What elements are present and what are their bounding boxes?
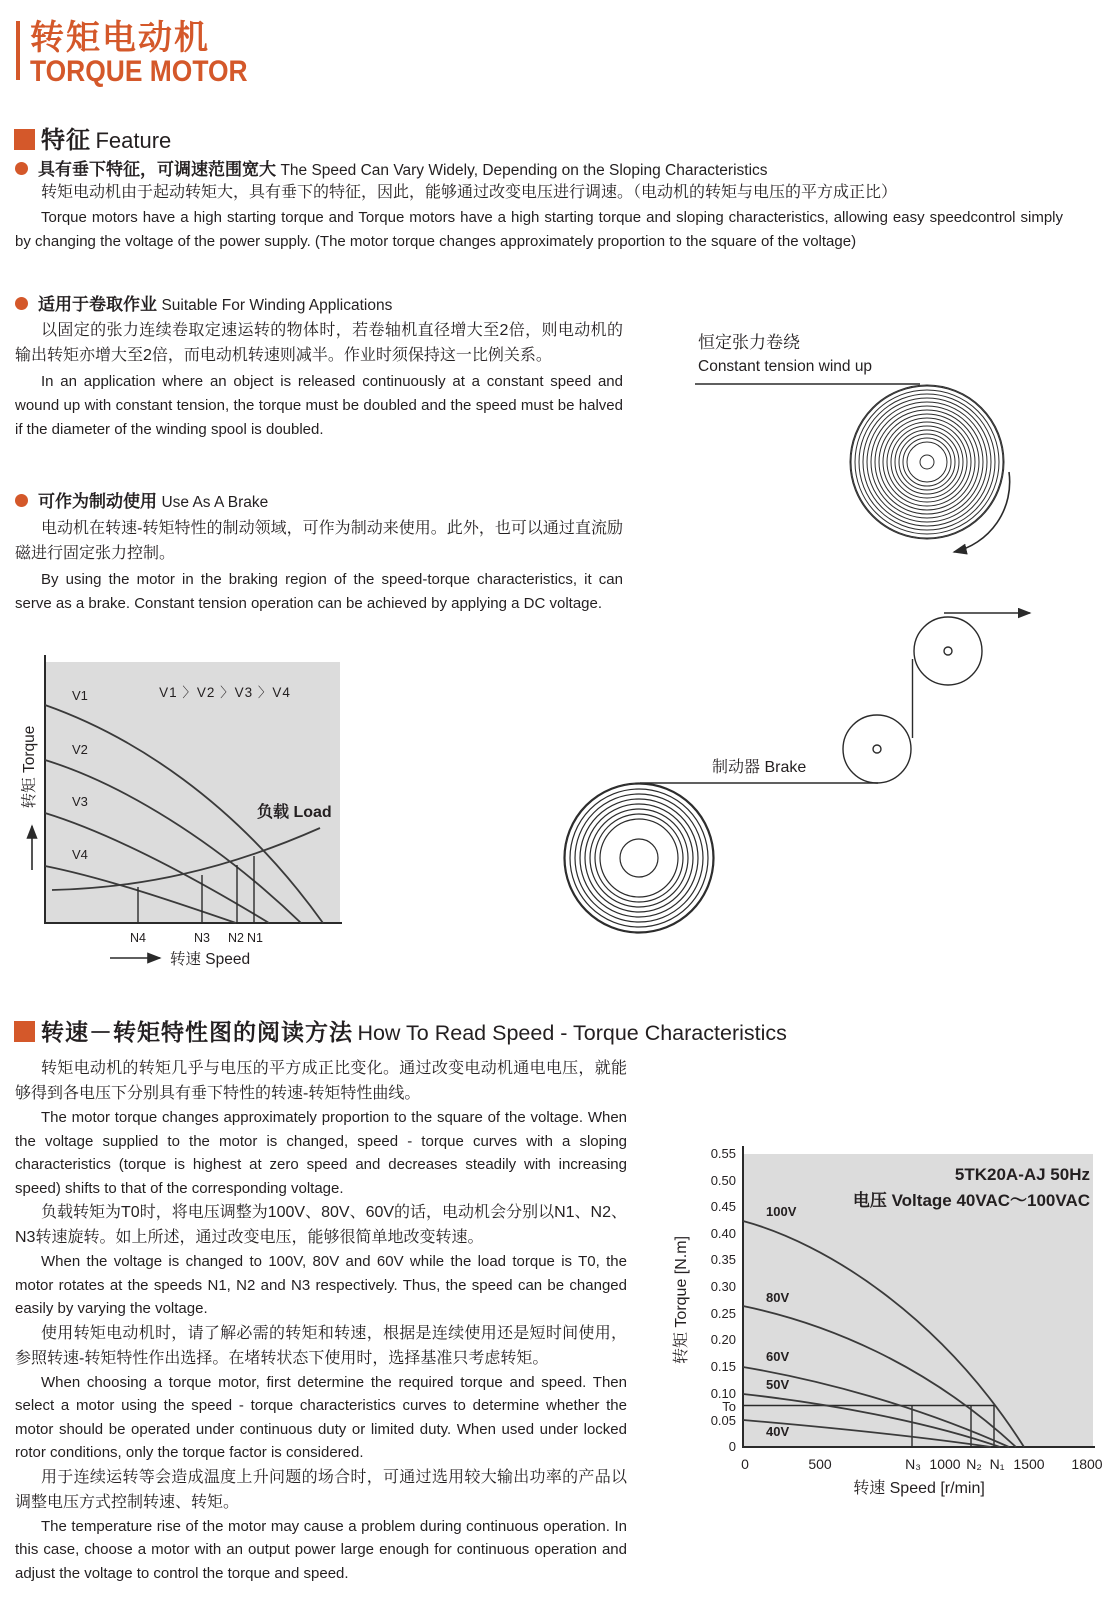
wind-up-label-en: Constant tension wind up [698,358,873,375]
ytick-025: 0.25 [710,1306,736,1321]
howto-paragraph-en-3: When choosing a torque motor, first determine the required torque and speed. Then select a motor using the speed - torque characteristics curves to determine whether the motor should be operated under continuous duty or limited duty. When used under locked rotor conditions, only the torque factor is considered. [15,1373,627,1461]
label-v1: V1 [72,688,88,703]
y-tick-labels [711,1146,736,1454]
bullet-dot-icon [15,494,28,507]
bullet-1-title-cn: 具有垂下特征，可调速范围宽大 [38,160,276,179]
ytick-015: 0.15 [710,1359,736,1374]
ytick-030: 0.30 [710,1279,736,1294]
xtick-n4: N4 [130,931,146,945]
feature-bullet-3 [15,487,268,512]
xtick-n2: N₂ [966,1456,982,1472]
howto-paragraph-cn-4: 用于连续运转等会造成温度上升问题的场合时，可通过选用较大输出功率的产品以调整电压方式控制转速、转矩。 [15,1468,627,1511]
ytick-010: 0.10 [710,1386,736,1401]
chart-subtitle: 电压 Voltage 40VAC～100VAC [852,1191,1090,1210]
feature-heading-cn: 特征 [41,127,91,154]
bullet-2-body-cn: 以固定的张力连续卷取定速运转的物体时，若卷轴机直径增大至2倍，则电动机的输出转矩亦增大至2倍，而电动机转速则减半。作业时须保持这一比例关系。 [15,322,623,364]
label-100v: 100V [766,1204,797,1219]
brake-roll [564,783,714,933]
xtick-1000: 1000 [929,1456,961,1472]
bullet-2-title-cn: 适用于卷取作业 [38,295,157,314]
xtick-n3: N₃ [905,1456,921,1472]
label-v2: V2 [72,742,88,757]
load-label: 负载 Load [257,804,332,821]
ytick-020: 0.20 [710,1332,736,1347]
bullet-2-title-en: Suitable For Winding Applications [161,297,393,314]
feature-section-heading [14,120,171,155]
page-title-cn: 转矩电动机 [30,19,210,57]
x-tick-labels [741,1456,1103,1472]
wind-up-label-cn: 恒定张力卷绕 [698,333,800,352]
header-accent-bar [16,21,20,80]
page-title-en: TORQUE MOTOR [30,55,248,88]
roller-upper-axle [944,647,952,655]
label-40v: 40V [766,1424,790,1439]
xtick-n1: N1 [247,931,263,945]
ytick-045: 0.45 [710,1199,736,1214]
bullet-dot-icon [15,297,28,310]
5tk20a-speed-torque-chart [660,1080,1120,1520]
section-square-icon [14,129,35,150]
bullet-3-body-cn: 电动机在转速-转矩特性的制动领域，可作为制动来使用。此外，也可以通过直流励磁进行固定张力控制。 [15,520,623,562]
ytick-055: 0.55 [710,1146,736,1161]
x-axis-label: 转速 Speed [170,951,251,968]
speed-torque-concept-chart [10,650,350,985]
ytick-0: 0 [728,1439,736,1454]
howto-paragraph-en-2: When the voltage is changed to 100V, 80V and 60V while the load torque is T0, the motor rotates at the speeds N1, N2 and N3 respectively. Thus, the speed can be changed easily by varying the voltage. [15,1253,627,1317]
section-square-icon [14,1021,35,1042]
label-80v: 80V [766,1290,790,1305]
chart-title: V1 〉V2 〉V3 〉V4 [159,685,291,700]
howto-paragraph-en-4: The temperature rise of the motor may cause a problem during continuous operation. In this case, choose a motor with an output power large enough for continuous operation and adjust the voltage to control the torque and speed. [15,1517,627,1582]
ytick-050: 0.50 [710,1173,736,1188]
xtick-1500: 1500 [1013,1456,1045,1472]
xtick-1800: 1800 [1071,1456,1103,1472]
howto-paragraph-en-1: The motor torque changes approximately proportion to the square of the voltage. When the voltage supplied to the motor is changed, speed - torque curves with a sloping characteristics (torque is highest at zero speed and decreases steadily with increasing speed) shifts to that of the corresponding voltage. [15,1109,627,1197]
winding-application-diagram [530,320,1120,935]
label-50v: 50V [766,1377,790,1392]
plot-area [45,662,340,923]
ytick-to: To [722,1399,736,1414]
ytick-040: 0.40 [710,1226,736,1241]
feature-bullet-2 [15,290,392,315]
ytick-005: 0.05 [710,1413,736,1428]
howto-paragraph-cn-3: 使用转矩电动机时，请了解必需的转矩和转速，根据是连续使用还是短时间使用，参照转速-转矩特性作出选择。在堵转状态下使用时，选择基准只考虑转矩。 [15,1324,627,1367]
y-axis-label: 转矩 Torque [N.m] [673,1235,690,1365]
xtick-n1: N₁ [989,1456,1005,1472]
howto-heading-cn: 转速－转矩特性图的阅读方法 [41,1019,353,1045]
bullet-3-title-cn: 可作为制动使用 [38,492,157,511]
bullet-3-body-en: By using the motor in the braking region of the speed-torque characteristics, it can serve as a brake. Constant tension operation can be achieved by applying a DC voltage. [15,571,623,612]
brake-label: 制动器 Brake [712,759,807,776]
bullet-1-body-cn: 转矩电动机由于起动转矩大，具有垂下的特征，因此，能够通过改变电压进行调速。（电动机的转矩与电压的平方成正比） [41,184,898,201]
x-axis-label: 转速 Speed [r/min] [853,1480,985,1497]
wind-up-roll [850,385,1004,539]
howto-section-heading [14,1014,787,1047]
chart-title: 5TK20A-AJ 50Hz [954,1165,1090,1184]
xtick-n3: N3 [194,931,210,945]
howto-text-column [15,1056,627,1585]
bullet-1-title-en: The Speed Can Vary Widely, Depending on the Sloping Characteristics [280,162,768,179]
howto-paragraph-cn-2: 负载转矩为T0时，将电压调整为100V、80V、60V的话，电动机会分别以N1、N2、N3转速旋转。如上所述，通过改变电压，能够很简单地改变转速。 [15,1204,627,1246]
xtick-0: 0 [741,1456,749,1472]
xtick-500: 500 [808,1456,832,1472]
xtick-n2: N2 [228,931,244,945]
bullet-2-body-en: In an application where an object is released continuously at a constant speed and wound up with constant tension, the torque must be doubled and the speed must be halved if the diameter of the winding spool is doubled. [15,373,623,438]
feature-bullet-1 [15,155,768,180]
feature-heading-en: Feature [95,128,172,153]
howto-paragraph-cn-1: 转矩电动机的转矩几乎与电压的平方成正比变化。通过改变电动机通电电压，就能够得到各电压下分别具有垂下特性的转速-转矩特性曲线。 [15,1060,627,1102]
label-60v: 60V [766,1349,790,1364]
bullet-1-body-en: Torque motors have a high starting torque and Torque motors have a high starting torque and sloping characteristics, allowing easy speedcontrol simply by changing the voltage of the power supply. (The motor torque changes approximately proportion to the square of the voltage) [15,209,1063,250]
ytick-035: 0.35 [710,1252,736,1267]
bullet-3-title-en: Use As A Brake [161,494,269,511]
bullet-dot-icon [15,162,28,175]
label-v3: V3 [72,794,88,809]
howto-heading-en: How To Read Speed - Torque Characteristics [357,1021,787,1045]
roller-lower-axle [873,745,881,753]
y-axis-label: 转矩 Torque [21,725,38,809]
label-v4: V4 [72,847,88,862]
